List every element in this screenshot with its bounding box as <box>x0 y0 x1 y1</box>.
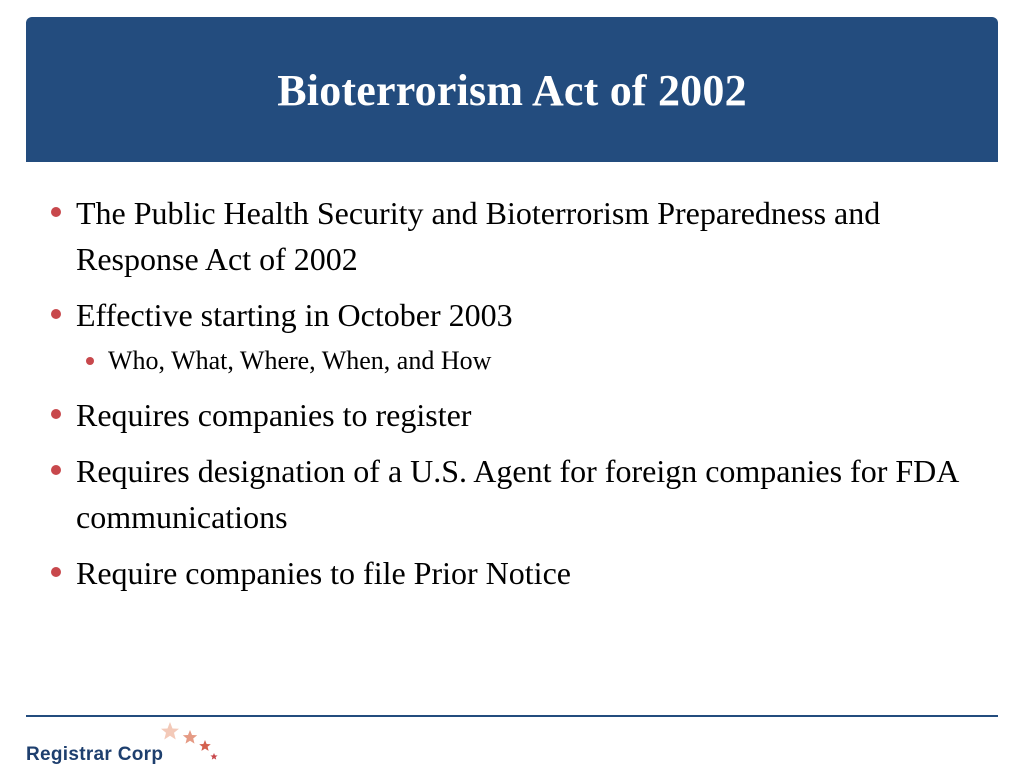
bullet-item <box>46 448 976 540</box>
bullet-dot-icon <box>51 567 61 577</box>
title-bar <box>26 17 998 162</box>
sub-bullet-dot-icon <box>86 357 94 365</box>
slide-title: Bioterrorism Act of 2002 <box>277 66 747 115</box>
logo-text: Registrar Corp <box>26 744 164 765</box>
bullet-item <box>46 550 976 596</box>
bullet-dot-icon <box>51 207 61 217</box>
logo-stars-icon <box>156 720 246 760</box>
bullet-item <box>46 190 976 282</box>
bullet-text: Require companies to file Prior Notice <box>76 555 571 591</box>
sub-bullet-item <box>46 344 976 378</box>
bullet-dot-icon <box>51 309 61 319</box>
bullet-item <box>46 392 976 438</box>
footer-divider <box>26 715 998 717</box>
sub-bullet-text: Who, What, Where, When, and How <box>108 346 492 375</box>
bullet-text: Requires companies to register <box>76 397 472 433</box>
bullet-dot-icon <box>51 465 61 475</box>
registrar-corp-logo <box>26 720 226 766</box>
bullet-text: Requires designation of a U.S. Agent for foreign companies for FDA communications <box>76 453 958 535</box>
bullet-item <box>46 292 976 338</box>
slide-content <box>46 190 976 606</box>
bullet-list <box>46 190 976 596</box>
bullet-text: The Public Health Security and Bioterrorism Preparedness and Response Act of 2002 <box>76 195 881 277</box>
bullet-text: Effective starting in October 2003 <box>76 297 513 333</box>
bullet-dot-icon <box>51 409 61 419</box>
